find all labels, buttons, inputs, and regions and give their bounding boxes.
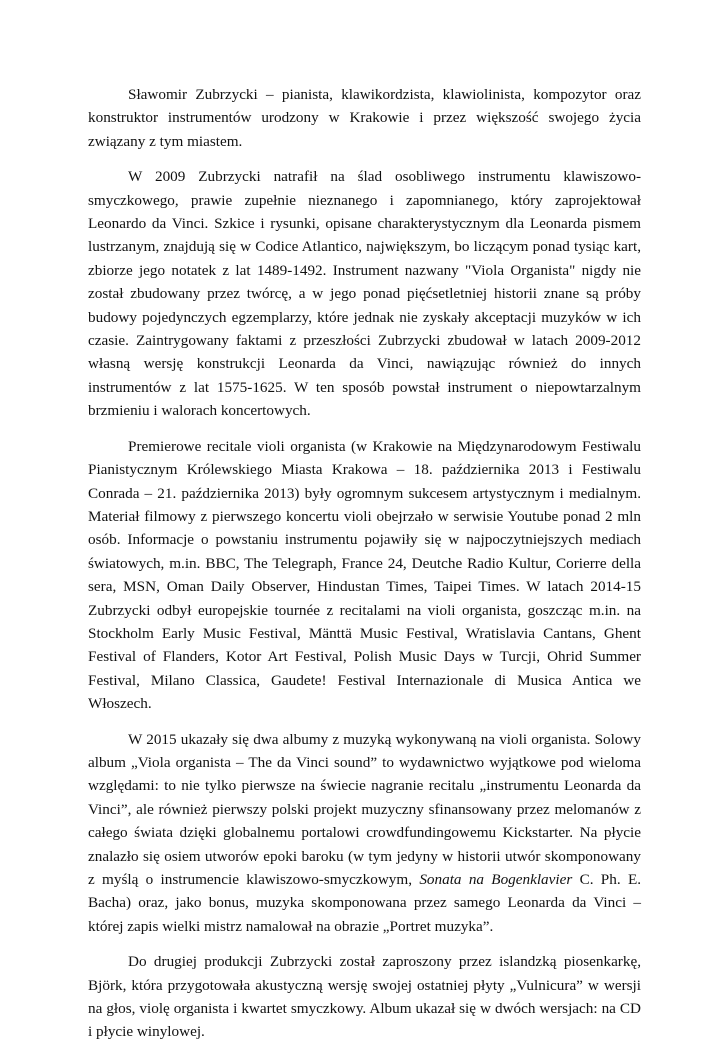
- paragraph-text: Premierowe recitale violi organista (w Krakowie na Międzynarodowym Festiwalu Pianistycznym Królewskiego Miasta Krakowa – 18. października 2013 i Festiwalu Conrada – 21. października 2013) były ogromnym sukcesem artystycznym i medialnym. Materiał filmowy z pierwszego koncertu violi obejrzało w serwisie Youtube ponad 2 mln osób. Informacje o powstaniu instrumentu pojawiły się w najpoczytniejszych mediach światowych, m.in. BBC, The Telegraph, France 24, Deutche Radio Kultur, Corierre della sera, MSN, Oman Daily Observer, Hindustan Times, Taipei Times. W latach 2014-15 Zubrzycki odbył europejskie tournée z recitalami na violi organista, goszcząc m.in. na Stockholm Early Music Festival, Mänttä Music Festival, Wratislavia Cantans, Ghent Festival of Flanders, Kotor Art Festival, Polish Music Days w Turcji, Ohrid Summer Festival, Milano Classica, Gaudete! Festival Internazionale di Musica Antica we Włoszech.: [88, 437, 641, 713]
- paragraph-bjork: [88, 950, 641, 1044]
- paragraph-text: W 2015 ukazały się dwa albumy z muzyką wykonywaną na violi organista. Solowy album „Viola organista – The da Vinci sound” to wydawnictwo wyjątkowe pod wieloma względami: to nie tylko pierwsze na świecie nagranie recitalu „instrumentu Leonarda da Vinci”, ale również pierwszy polski projekt muzyczny sfinansowany przez melomanów z całego świata dzięki globalnemu portalowi crowdfundingowemu Kickstarter. Na płycie znalazło się osiem utworów epoki baroku (w tym jedyny w historii utwór skomponowany z myślą o instrumencie klawiszowo-smyczkowym,: [88, 730, 641, 888]
- paragraph-text: C. Ph. E. Bacha) oraz, jako bonus, muzyka skomponowana przez samego Leonarda da Vinci – której zapis wielki mistrz namalował na obrazie „Portret muzyka”.: [88, 871, 642, 935]
- paragraph-text: Sławomir Zubrzycki – pianista, klawikordzista, klawiolinista, kompozytor oraz konstruktor instrumentów urodzony w Krakowie i przez większość swojego życia związany z tym miastem.: [88, 86, 641, 150]
- document-page: [88, 83, 641, 1044]
- paragraph-text: W 2009 Zubrzycki natrafił na ślad osobliwego instrumentu klawiszowo-smyczkowego, prawie zupełnie nieznanego i zapomnianego, który zaprojektował Leonardo da Vinci. Szkice i rysunki, opisane charakterystycznym dla Leonarda pismem lustrzanym, znajdują się w Codice Atlantico, największym, bo liczącym ponad tysiąc kart, zbiorze jego notatek z lat 1489-1492. Instrument nazwany "Viola Organista" nigdy nie został zbudowany przez twórcę, a w jego ponad pięćsetletniej historii znane są próby budowy pojedynczych egzemplarzy, które jednak nie zyskały akceptacji muzyków w ich czasie. Zaintrygowany faktami z przeszłości Zubrzycki zbudował w latach 2009-2012 własną wersję konstrukcji Leonarda da Vinci, nawiązując również do innych instrumentów z lat 1575-1625. W ten sposób powstał instrument o niepowtarzalnym brzmieniu i walorach koncertowych.: [88, 168, 641, 420]
- paragraph-albums: [88, 728, 641, 939]
- paragraph-intro: [88, 83, 641, 153]
- paragraph-text: Do drugiej produkcji Zubrzycki został zaproszony przez islandzką piosenkarkę, Björk, która przygotowała akustyczną wersję swojej ostatniej płyty „Vulnicura” w wersji na głos, violę organista i kwartet smyczkowy. Album ukazał się w dwóch wersjach: na CD i płycie winylowej.: [88, 953, 641, 1041]
- paragraph-history: [88, 165, 641, 422]
- sonata-title: Sonata na Bogenklavier: [419, 871, 573, 888]
- paragraph-premiere: [88, 435, 641, 716]
